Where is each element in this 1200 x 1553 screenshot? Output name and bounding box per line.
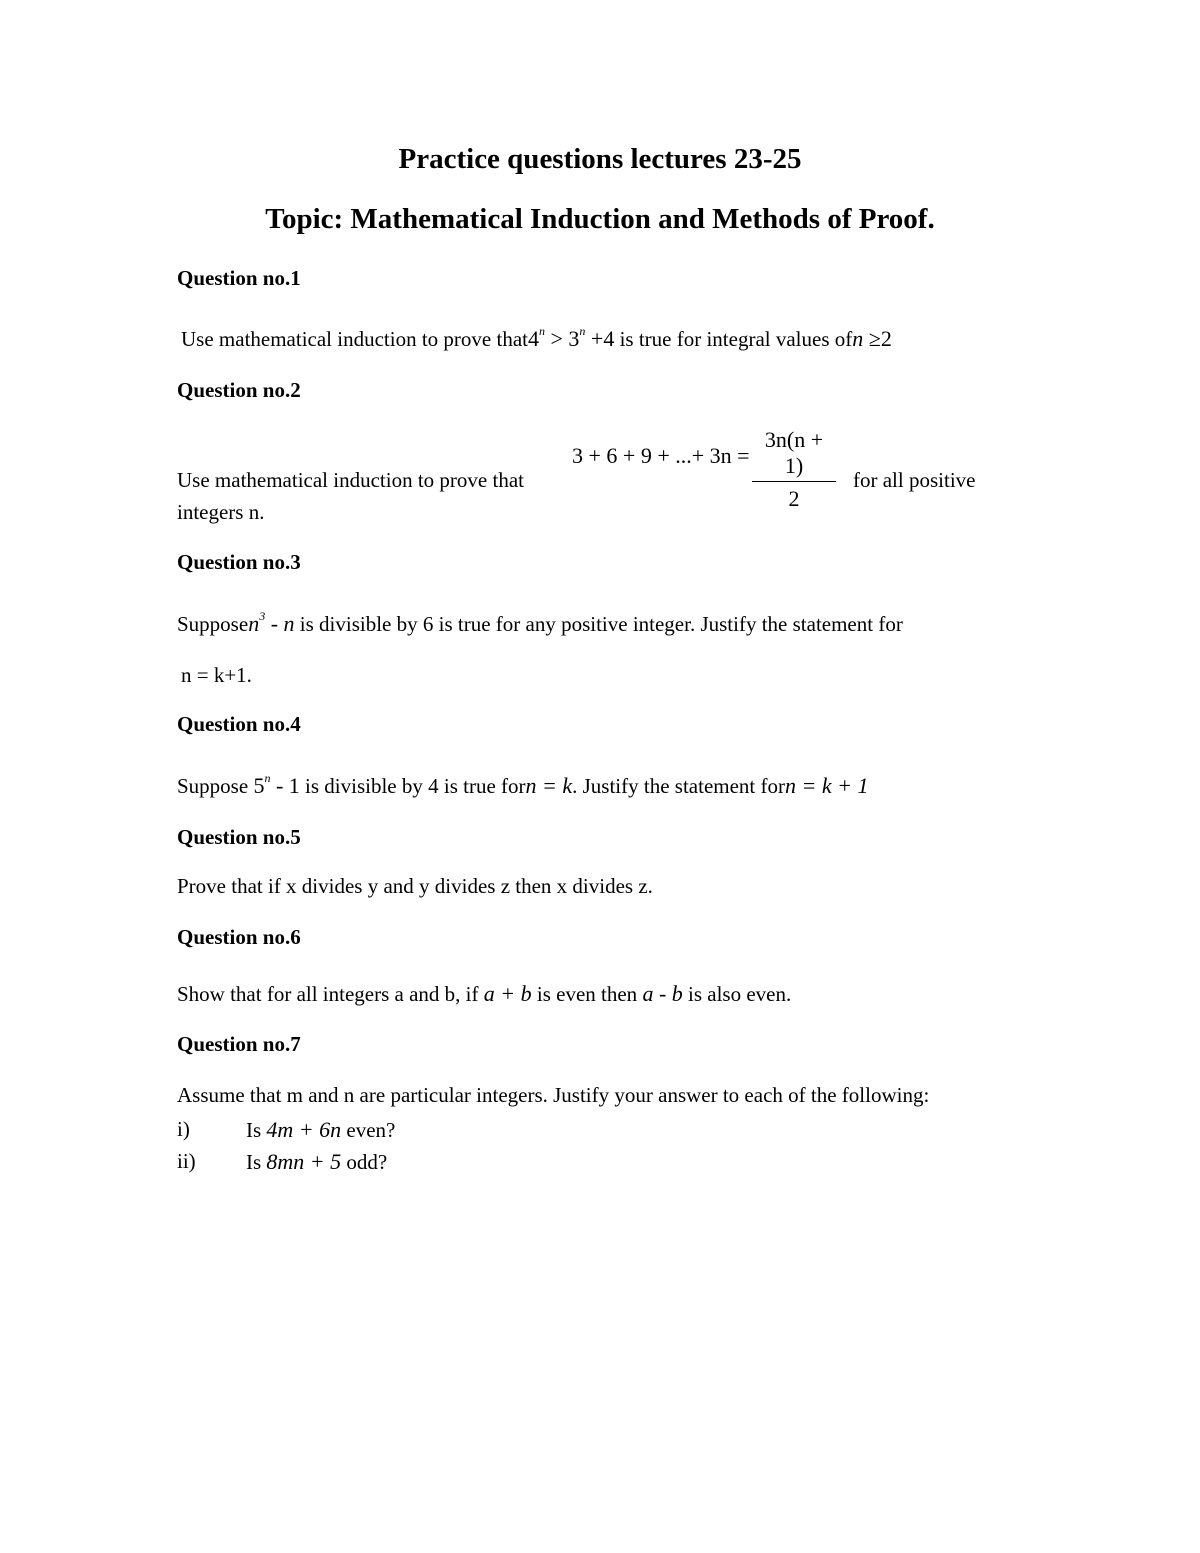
- question-body: [181, 326, 892, 352]
- question-text: Use mathematical induction to prove that: [181, 327, 528, 351]
- question-text: Assume that m and n are particular integers. Justify your answer to each of the following:: [177, 1083, 930, 1107]
- math-expression: a - b: [642, 981, 683, 1006]
- question-text: Use mathematical induction to prove that: [177, 468, 524, 492]
- question-text: Prove that if x divides y and y divides z then x divides z.: [177, 874, 653, 898]
- question-text: is even then: [531, 982, 643, 1006]
- question-heading: Question no.5: [177, 825, 301, 849]
- question-heading: Question no.2: [177, 378, 301, 402]
- question-body: [177, 981, 791, 1007]
- fraction-denominator: 2: [788, 486, 800, 511]
- list-item-label: ii): [177, 1149, 196, 1173]
- math-expression: 8mn + 5: [266, 1149, 342, 1174]
- question-text: n = k+1.: [181, 663, 252, 687]
- question-text: Show that for all integers a and b, if: [177, 982, 484, 1006]
- question-body: [177, 773, 868, 799]
- page-topic: Topic: Mathematical Induction and Methods of Proof.: [265, 203, 935, 235]
- list-item: Is 8mn + 5 odd?: [246, 1149, 388, 1174]
- question-body: [177, 611, 903, 637]
- question-heading: Question no.6: [177, 925, 301, 949]
- question-text: for all positive: [853, 468, 976, 492]
- math-expression: 4m + 6n: [266, 1117, 342, 1142]
- math-variable: n: [852, 326, 864, 351]
- list-item: Is 4m + 6n even?: [246, 1117, 396, 1142]
- question-text: is divisible by 4 is true for: [299, 774, 526, 798]
- question-text: is true for integral values of: [614, 327, 853, 351]
- question-text: integers n.: [177, 500, 265, 524]
- question-heading: Question no.1: [177, 266, 301, 290]
- fraction-numerator: 3n(n + 1): [752, 427, 836, 482]
- math-expression: n = k: [525, 773, 573, 798]
- question-heading: Question no.4: [177, 712, 301, 736]
- question-text: Suppose: [177, 774, 254, 798]
- math-expression: $n^3$ - n: [248, 609, 295, 636]
- question-heading: Question no.3: [177, 550, 301, 574]
- math-expression: $4^n > 3^n +4$: [527, 324, 615, 351]
- math-expression: a + b: [483, 981, 532, 1006]
- question-text: Suppose: [177, 612, 249, 636]
- math-expression: n = k + 1: [785, 773, 869, 798]
- math-fraction: [752, 427, 836, 512]
- question-text: . Justify the statement for: [572, 774, 785, 798]
- list-item-label: i): [177, 1117, 190, 1141]
- math-expression: 5$^n$ - 1: [253, 771, 300, 798]
- math-expression: 3 + 6 + 9 + ...+ 3n =: [572, 443, 750, 468]
- question-text: is divisible by 6 is true for any positive integer. Justify the statement for: [294, 612, 903, 636]
- question-text: is also even.: [682, 982, 792, 1006]
- question-heading: Question no.7: [177, 1032, 301, 1056]
- math-expression: ≥2: [863, 326, 892, 351]
- page-title: Practice questions lectures 23-25: [398, 143, 802, 175]
